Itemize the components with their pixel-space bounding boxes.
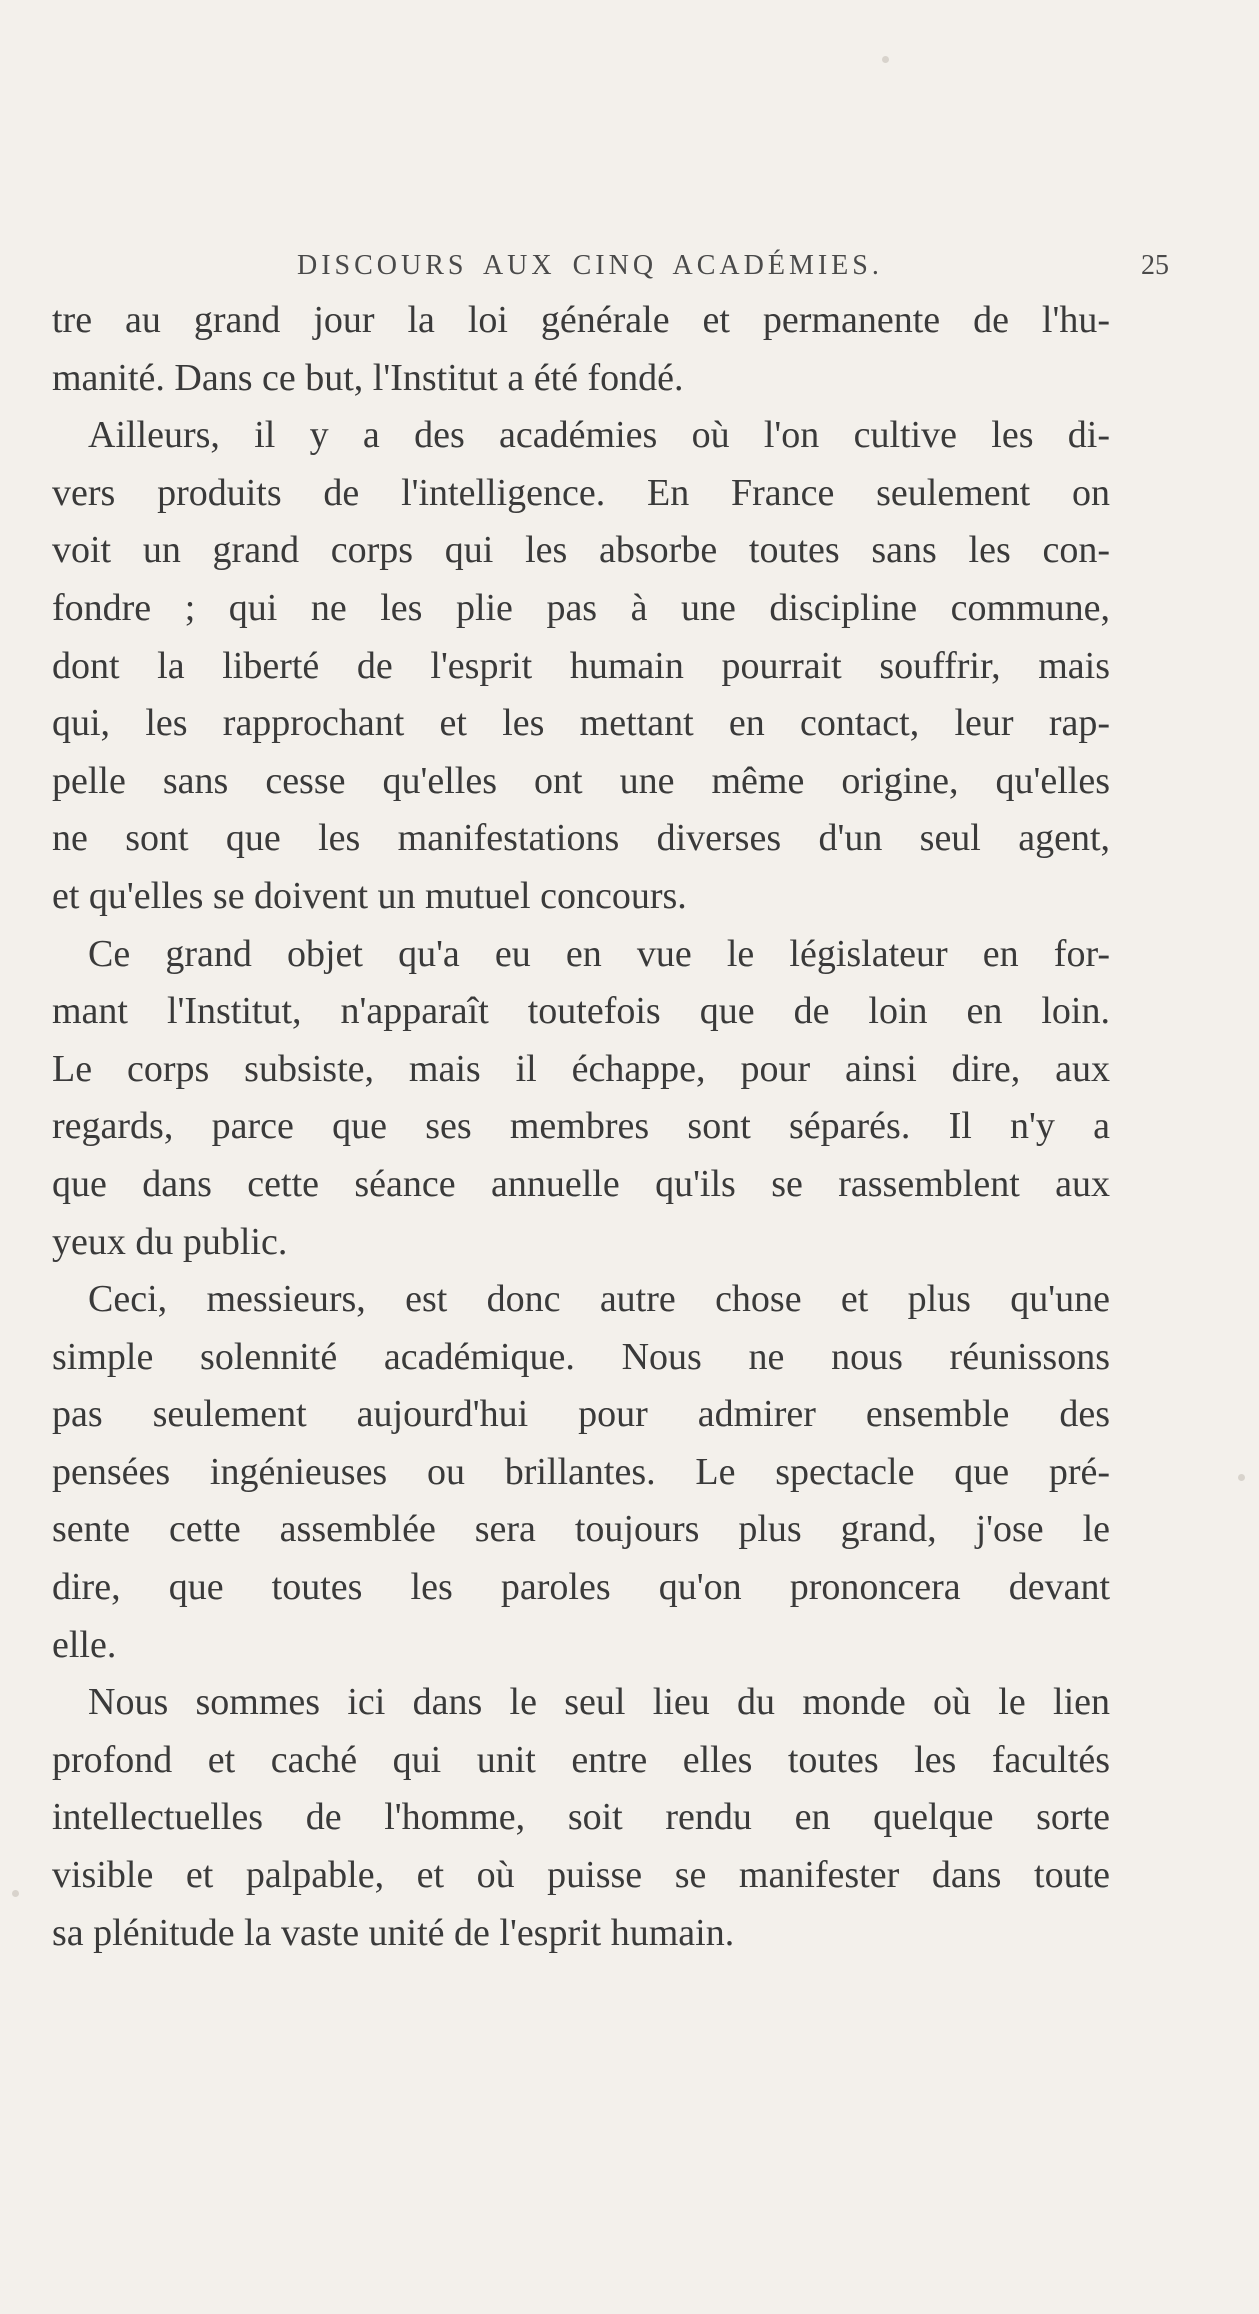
text-line: manité. Dans ce but, l'Institut a été fondé.: [52, 356, 684, 399]
text-line: vers produits de l'intelligence. En France seulement on: [52, 471, 1110, 514]
page-number: 25: [1141, 250, 1169, 281]
text-line: visible et palpable, et où puisse se manifester dans toute: [52, 1854, 1110, 1897]
text-line: sente cette assemblée sera toujours plus grand, j'ose le: [52, 1508, 1110, 1551]
text-line: et qu'elles se doivent un mutuel concours.: [52, 874, 687, 917]
text-line: Nous sommes ici dans le seul lieu du monde où le lien: [88, 1681, 1110, 1724]
text-line: profond et caché qui unit entre elles toutes les facultés: [52, 1738, 1110, 1781]
text-line: Ceci, messieurs, est donc autre chose et plus qu'une: [88, 1278, 1110, 1321]
text-line: tre au grand jour la loi générale et permanente de l'hu-: [52, 299, 1110, 341]
text-line: ne sont que les manifestations diverses d'un seul agent,: [52, 817, 1110, 860]
text-line: voit un grand corps qui les absorbe toutes sans les con-: [52, 529, 1110, 572]
text-line: Ailleurs, il y a des académies où l'on cultive les di-: [88, 414, 1110, 457]
paper-speck: [882, 56, 889, 63]
text-line: qui, les rapprochant et les mettant en contact, leur rap-: [52, 702, 1110, 745]
text-line: pensées ingénieuses ou brillantes. Le spectacle que pré-: [52, 1450, 1110, 1493]
paper-speck: [1238, 1474, 1245, 1481]
text-line: Ce grand objet qu'a eu en vue le législateur en for-: [88, 932, 1110, 975]
paper-speck: [12, 1890, 19, 1897]
text-line: sa plénitude la vaste unité de l'esprit humain.: [52, 1911, 735, 1954]
text-line: elle.: [52, 1623, 117, 1666]
text-line: regards, parce que ses membres sont séparés. Il n'y a: [52, 1105, 1110, 1148]
text-line: dire, que toutes les paroles qu'on prononcera devant: [52, 1566, 1110, 1609]
text-line: Le corps subsiste, mais il échappe, pour ainsi dire, aux: [52, 1047, 1110, 1090]
text-line: yeux du public.: [52, 1220, 288, 1263]
text-line: simple solennité académique. Nous ne nous réunissons: [52, 1335, 1110, 1378]
text-line: dont la liberté de l'esprit humain pourrait souffrir, mais: [52, 644, 1110, 687]
text-line: que dans cette séance annuelle qu'ils se rassemblent aux: [52, 1162, 1110, 1205]
running-title: DISCOURS AUX CINQ ACADÉMIES.: [297, 250, 883, 281]
page-header: [297, 250, 1169, 290]
text-line: intellectuelles de l'homme, soit rendu en quelque sorte: [52, 1796, 1110, 1839]
text-line: pas seulement aujourd'hui pour admirer ensemble des: [52, 1393, 1110, 1436]
body-text: [52, 292, 1110, 1962]
text-line: pelle sans cesse qu'elles ont une même origine, qu'elles: [52, 759, 1110, 802]
text-line: mant l'Institut, n'apparaît toutefois que de loin en loin.: [52, 990, 1110, 1033]
text-line: fondre ; qui ne les plie pas à une discipline commune,: [52, 586, 1110, 629]
